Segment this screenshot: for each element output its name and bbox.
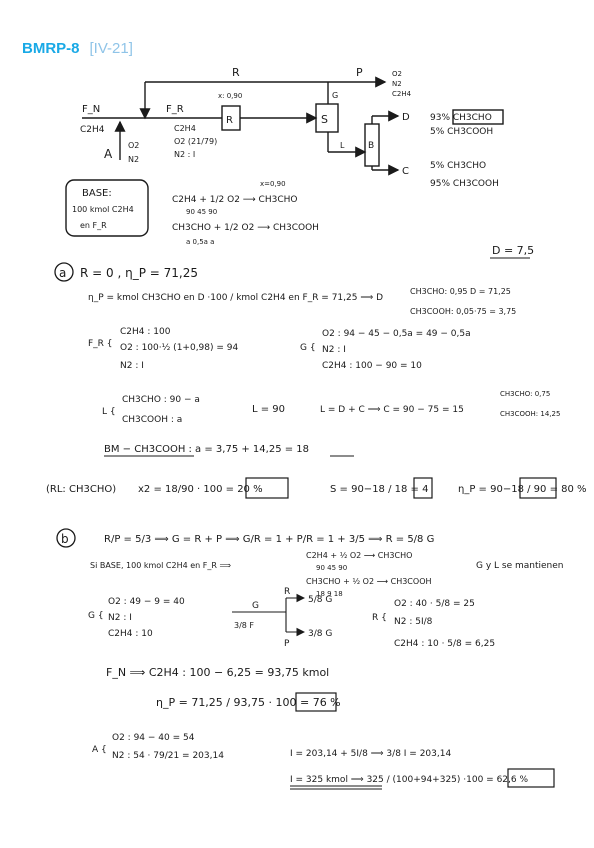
l-label: L { (102, 407, 116, 417)
label-d: D (402, 112, 410, 123)
b-a-label: A { (92, 745, 107, 755)
base-title: BASE: (82, 188, 112, 199)
fr-o2: O2 (21/79) (174, 137, 218, 146)
purge-n2: N2 (392, 80, 402, 88)
flowsheet-labels (72, 66, 499, 246)
split-frac: 3/8 F (234, 621, 255, 630)
split-five: 5/8 G (308, 595, 333, 605)
part-a-x2: x2 = 18/90 · 100 = 20 % (138, 484, 263, 495)
label-c: C (402, 166, 409, 177)
label-fr: F_R (166, 104, 184, 115)
label-a: A (104, 147, 113, 161)
base-line1: 100 kmol C2H4 (72, 205, 134, 214)
part-b-rxn2c: 18 9 18 (316, 590, 343, 598)
label-recycle: R (232, 66, 240, 79)
c-comp-2: 95% CH3COOH (430, 179, 499, 189)
fr-label: F_R { (88, 339, 113, 349)
part-b-r-3: C2H4 : 10 · 5/8 = 6,25 (394, 639, 496, 649)
problem-reference: [IV-21] (89, 40, 133, 57)
part-b-line2: Si BASE, 100 kmol C2H4 en F_R ⟹ (90, 561, 231, 570)
part-b-a-2: N2 : 54 · 79/21 = 203,14 (112, 751, 224, 761)
part-a-c-split-1: CH3CHO: 0,75 (500, 390, 551, 398)
fn-comp: C2H4 (80, 125, 105, 135)
part-b-rxn2: CH3CHO + ½ O2 ⟶ CH3COOH (306, 577, 432, 586)
part-a-g-2: N2 : I (322, 345, 346, 355)
split-three: 3/8 G (308, 629, 333, 639)
part-a-g-1: O2 : 94 − 45 − 0,5a = 49 − 0,5a (322, 329, 471, 339)
rxn-1-coef: 90 45 90 (186, 208, 218, 216)
reactor-label: R (226, 115, 233, 126)
part-b-note: G y L se mantienen (476, 561, 564, 571)
part-b-a-1: O2 : 94 − 40 = 54 (112, 733, 195, 743)
label-fn: F_N (82, 104, 101, 115)
part-b-etap: η_P = 71,25 / 93,75 · 100 = 76 % (156, 696, 341, 709)
purge-c2h4: C2H4 (392, 90, 412, 98)
part-b-r-1: O2 : 40 · 5/8 = 25 (394, 599, 475, 609)
rxn-2: CH3CHO + 1/2 O2 ⟶ CH3COOH (172, 223, 319, 233)
part-b-i-eq1: I = 203,14 + 5I/8 ⟹ 3/8 I = 203,14 (290, 749, 452, 759)
part-b-line1: R/P = 5/3 ⟹ G = R + P ⟹ G/R = 1 + P/R = 1 + 3/5 ⟹ R = 5/8 G (104, 534, 435, 545)
part-a-bm: BM − CH3COOH : a = 3,75 + 14,25 = 18 (104, 444, 310, 455)
d-comp-2: 5% CH3COOH (430, 127, 494, 137)
purge-o2: O2 (392, 70, 402, 78)
label-purge: P (356, 66, 363, 79)
part-a-d-note: D = 7,5 (492, 244, 535, 257)
b-g-label: G { (88, 611, 104, 621)
rxn-1: C2H4 + 1/2 O2 ⟶ CH3CHO (172, 195, 298, 205)
part-a-fr-1: C2H4 : 100 (120, 327, 171, 337)
a-n2: N2 (128, 155, 140, 164)
separator-label: S (321, 113, 328, 126)
part-a-rl: (RL: CH3CHO) (46, 484, 117, 495)
part-b-label: b (61, 532, 69, 546)
fr-c2h4: C2H4 (174, 124, 196, 133)
part-a-g-3: C2H4 : 100 − 90 = 10 (322, 361, 422, 371)
g-label: G { (300, 343, 316, 353)
b-r-label: R { (372, 613, 387, 623)
label-g: G (332, 91, 339, 100)
a-o2: O2 (128, 141, 140, 150)
part-a-fr-2: O2 : 100·½ (1+0,98) = 94 (120, 343, 239, 353)
part-a (46, 244, 587, 498)
split-r: R (284, 587, 291, 597)
part-a-d1: CH3CHO: 0,95 D = 71,25 (410, 287, 511, 296)
part-b-i-eq2: I = 325 kmol ⟹ 325 / (100+94+325) ·100 = 62,6 % (290, 775, 529, 785)
label-conversion: x: 0,90 (218, 92, 243, 100)
part-a-l-result: L = 90 (252, 404, 286, 415)
part-a-c-split-2: CH3COOH: 14,25 (500, 410, 561, 418)
problem-code: BMRP-8 (22, 40, 80, 57)
part-b-rxn1: C2H4 + ½ O2 ⟶ CH3CHO (306, 551, 413, 560)
part-a-l-2: CH3COOH : a (122, 415, 183, 425)
d-comp-1: 93% CH3CHO (430, 113, 492, 123)
rxn-2-coef: a 0,5a a (186, 238, 215, 246)
fr-n2: N2 : I (174, 150, 196, 159)
part-a-label: a (59, 266, 67, 280)
part-b-g-2: N2 : I (108, 613, 132, 623)
rxn-conversion: x=0,90 (260, 180, 286, 188)
part-a-l-1: CH3CHO : 90 − a (122, 395, 200, 405)
part-a-fr-3: N2 : I (120, 361, 144, 371)
part-b-r-2: N2 : 5I/8 (394, 617, 433, 627)
part-a-s: S = 90−18 / 18 = 4 (330, 484, 429, 495)
split-g: G (252, 601, 259, 611)
label-l: L (340, 141, 345, 150)
column-label: B (368, 141, 375, 151)
part-b-rxn1c: 90 45 90 (316, 564, 348, 572)
part-b-g-1: O2 : 49 − 9 = 40 (108, 597, 185, 607)
part-b-g-3: C2H4 : 10 (108, 629, 153, 639)
split-p: P (284, 639, 290, 649)
part-a-line1: R = 0 , η_P = 71,25 (80, 266, 198, 280)
c-comp-1: 5% CH3CHO (430, 161, 487, 171)
part-b (57, 529, 563, 789)
part-b-fn: F_N ⟹ C2H4 : 100 − 6,25 = 93,75 kmol (106, 666, 330, 679)
base-line2: en F_R (80, 221, 107, 230)
part-a-c-eq: L = D + C ⟹ C = 90 − 75 = 15 (320, 405, 464, 415)
part-a-etap: η_P = 90−18 / 90 = 80 % (458, 484, 587, 495)
part-a-d2: CH3COOH: 0,05·75 = 3,75 (410, 307, 517, 316)
part-a-eta-def: η_P = kmol CH3CHO en D ·100 / kmol C2H4 en F_R = 71,25 ⟹ D (88, 293, 384, 303)
